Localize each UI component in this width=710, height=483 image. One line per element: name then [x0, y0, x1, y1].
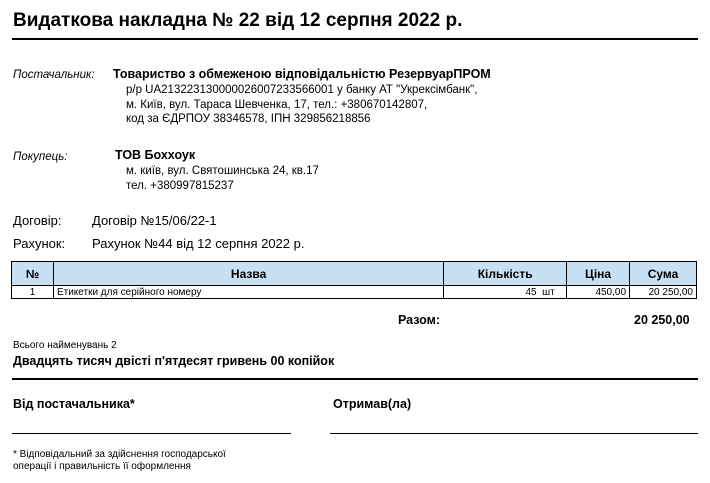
- row-qty-unit: шт: [542, 286, 555, 298]
- buyer-address: м. київ, вул. Святошинська 24, кв.17: [126, 165, 319, 177]
- total-value: 20 250,00: [634, 313, 690, 327]
- buyer-label: Покупець:: [13, 151, 68, 163]
- items-count: Всього найменувань 2: [13, 340, 117, 351]
- col-num-header: №: [12, 262, 54, 286]
- table-row: [12, 286, 697, 299]
- footnote-line-1: * Відповідальний за здійснення господарської: [13, 449, 226, 460]
- row-sum: 20 250,00: [630, 286, 697, 299]
- footnote-line-2: операції і правильність її оформлення: [13, 461, 191, 472]
- supplier-codes: код за ЄДРПОУ 38346578, ІПН 329856218856: [126, 113, 371, 125]
- receiver-signature-line: [330, 433, 698, 434]
- footnote: [13, 449, 226, 473]
- total-label: Разом:: [398, 313, 441, 327]
- supplier-address: м. Київ, вул. Тараса Шевченка, 17, тел.: +380670142807,: [126, 99, 428, 111]
- col-price-header: Ціна: [567, 262, 630, 286]
- supplier-signature-line: [12, 433, 291, 434]
- col-name-header: Назва: [53, 262, 443, 286]
- invoice-label: Рахунок:: [13, 236, 66, 251]
- amount-in-words: Двадцять тисяч двісті п'ятдесят гривень 00 копійок: [13, 354, 335, 368]
- title-divider: [12, 38, 698, 40]
- invoice-value: Рахунок №44 від 12 серпня 2022 р.: [92, 236, 305, 251]
- amount-divider: [12, 378, 698, 380]
- col-qty-header: Кількість: [444, 262, 567, 286]
- buyer-phone: тел. +380997815237: [126, 180, 234, 192]
- row-num: 1: [12, 286, 54, 299]
- col-sum-header: Сума: [630, 262, 697, 286]
- supplier-label: Постачальник:: [13, 69, 95, 81]
- row-qty: [444, 286, 567, 299]
- table-header-row: [12, 262, 697, 286]
- contract-label: Договір:: [13, 213, 62, 228]
- contract-value: Договір №15/06/22-1: [92, 213, 217, 228]
- receiver-signature-label: Отримав(ла): [333, 397, 412, 411]
- row-qty-value: 45: [525, 286, 537, 298]
- row-price: 450,00: [567, 286, 630, 299]
- supplier-bank: р/р UA213223130000026007233566001 у банку АТ "Укрексімбанк",: [126, 84, 478, 96]
- supplier-name: Товариство з обмеженою відповідальністю РезервуарПРОМ: [113, 67, 491, 81]
- supplier-signature-label: Від постачальника*: [13, 397, 135, 411]
- document-title: Видаткова накладна № 22 від 12 серпня 2022 р.: [13, 10, 463, 31]
- items-table: [11, 261, 697, 299]
- buyer-name: ТОВ Боххоук: [115, 148, 196, 162]
- row-name: Етикетки для серійного номеру: [53, 286, 443, 299]
